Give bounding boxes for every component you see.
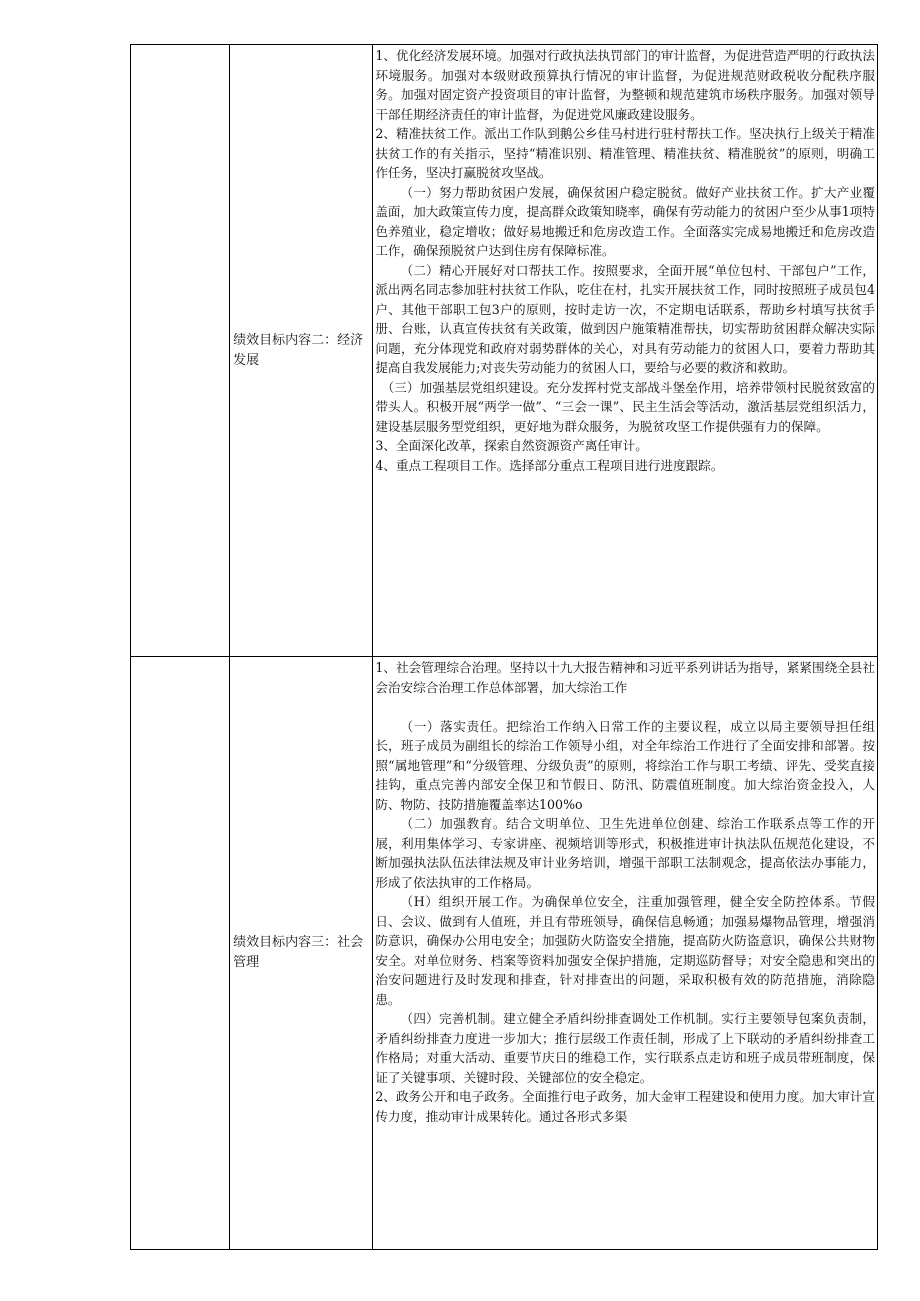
paragraph: （一）努力帮助贫困户发展，确保贫困户稳定脱贫。做好产业扶贫工作。扩大产业覆盖面，加大政策宣传力度，提高群众政策知晓率，确保有劳动能力的贫困户至少从事1项特色养殖业，稳定增收；做好易地搬迁和危房改造工作。全面落实完成易地搬迁和危房改造工作，确保预脱贫户达到住房有保障标准。 xyxy=(375,184,875,258)
paragraph: （二）加强教育。结合文明单位、卫生先进单位创建、综治工作联系点等工作的开展，利用集体学习、专家讲座、视频培训等形式，积极推进审计执法队伍规范化建设，不断加强执法队伍法律法规及审计业务培训，增强干部职工法制观念，提高依法办事能力，形成了依法执审的工作格局。 xyxy=(375,816,875,890)
paragraph: （四）完善机制。建立健全矛盾纠纷排查调处工作机制。实行主要领导包案负责制，矛盾纠纷排查力度进一步加大；推行层级工作责任制，形成了上下联动的矛盾纠纷排查工作格局；对重大活动、重要节庆日的维稳工作，实行联系点走访和班子成员带班制度，保证了关键事项、关键时段、关键部位的安全稳定。 xyxy=(375,1011,875,1085)
row-label-social: 绩效目标内容三：社会管理 xyxy=(230,657,373,1250)
empty-cell xyxy=(131,45,230,657)
paragraph: 4、重点工程项目工作。选择部分重点工程项目进行进度跟踪。 xyxy=(375,457,724,473)
paragraph: （三）加强基层党组织建设。充分发挥村党支部战斗堡垒作用，培养带领村民脱贫致富的带头人。积极开展“两学一做”、“三会一课”、民主生活会等活动，激活基层党组织活力，建设基层服务型党组织，更好地为群众服务，为脱贫攻坚工作提供强有力的保障。 xyxy=(375,379,875,434)
performance-goals-table xyxy=(130,44,878,1250)
row-label-economic: 绩效目标内容二：经济发展 xyxy=(230,45,373,657)
row-content-economic xyxy=(373,45,878,657)
paragraph: （一）落实责任。把综治工作纳入日常工作的主要议程，成立以局主要领导担任组长，班子成员为副组长的综治工作领导小组，对全年综治工作进行了全面安排和部署。按照“属地管理”和“分级管理、分级负责”的原则，将综治工作与职工考绩、评先、受奖直接挂钩，重点完善内部安全保卫和节假日、防汛、防震值班制度。加大综治资金投入，人防、物防、技防措施覆盖率达100%o xyxy=(375,718,875,812)
table-row-social xyxy=(131,657,878,1250)
paragraph: 3、全面深化改革，探索自然资源资产离任审计。 xyxy=(375,438,648,453)
paragraph: 2、精准扶贫工作。派出工作队到鹅公乡佳马村进行驻村帮扶工作。坚决执行上级关于精准扶贫工作的有关指示，坚持“精准识别、精准管理、精准扶贫、精准脱贫”的原则，明确工作任务，坚决打赢脱贫攻坚战。 xyxy=(375,126,875,180)
empty-cell xyxy=(131,657,230,1250)
paragraph: （H）组织开展工作。为确保单位安全，注重加强管理，健全安全防控体系。节假日、会议、做到有人值班，并且有带班领导，确保信息畅通；加强易爆物品管理，增强消防意识，确保办公用电安全；加强防火防盗安全措施，提高防火防盗意识，确保公共财物安全。对单位财务、档案等资料加强安全保护措施，定期巡防督导；对安全隐患和突出的治安问题进行及时发现和排查，针对排查出的问题，采取积极有效的防范措施，消除隐患。 xyxy=(375,894,875,1007)
table-row-economic xyxy=(131,45,878,657)
blank-line xyxy=(375,697,875,717)
paragraph: 1、社会管理综合治理。坚持以十九大报告精神和习近平系列讲话为指导，紧紧围绕全县社会治安综合治理工作总体部署，加大综治工作 xyxy=(375,660,875,695)
paragraph: 1、优化经济发展环境。加强对行政执法执罚部门的审计监督，为促进营造严明的行政执法环境服务。加强对本级财政预算执行情况的审计监督，为促进规范财政税收分配秩序服务。加强对固定资产投资项目的审计监督，为整顿和规范建筑市场秩序服务。加强对领导干部任期经济责任的审计监督，为促进党风廉政建设服务。 xyxy=(375,48,875,122)
row-content-social xyxy=(373,657,878,1250)
paragraph: 2、政务公开和电子政务。全面推行电子政务，加大金审工程建设和使用力度。加大审计宣传力度，推动审计成果转化。通过各形式多渠 xyxy=(375,1089,875,1124)
paragraph: （二）精心开展好对口帮扶工作。按照要求，全面开展“单位包村、干部包户”工作，派出两名同志参加驻村扶贫工作队，吃住在村，扎实开展扶贫工作，同时按照班子成员包4户、其他干部职工包3户的原则，按时走访一次，不定期电话联系，帮助乡村填写扶贫手册、台账，认真宣传扶贫有关政策，做到因户施策精准帮扶，切实帮助贫困群众解决实际问题，充分体现党和政府对弱势群体的关心，对具有劳动能力的贫困人口，要着力帮助其提高自我发展能力;对丧失劳动能力的贫困人口，要给与必要的救济和救助。 xyxy=(375,262,875,375)
